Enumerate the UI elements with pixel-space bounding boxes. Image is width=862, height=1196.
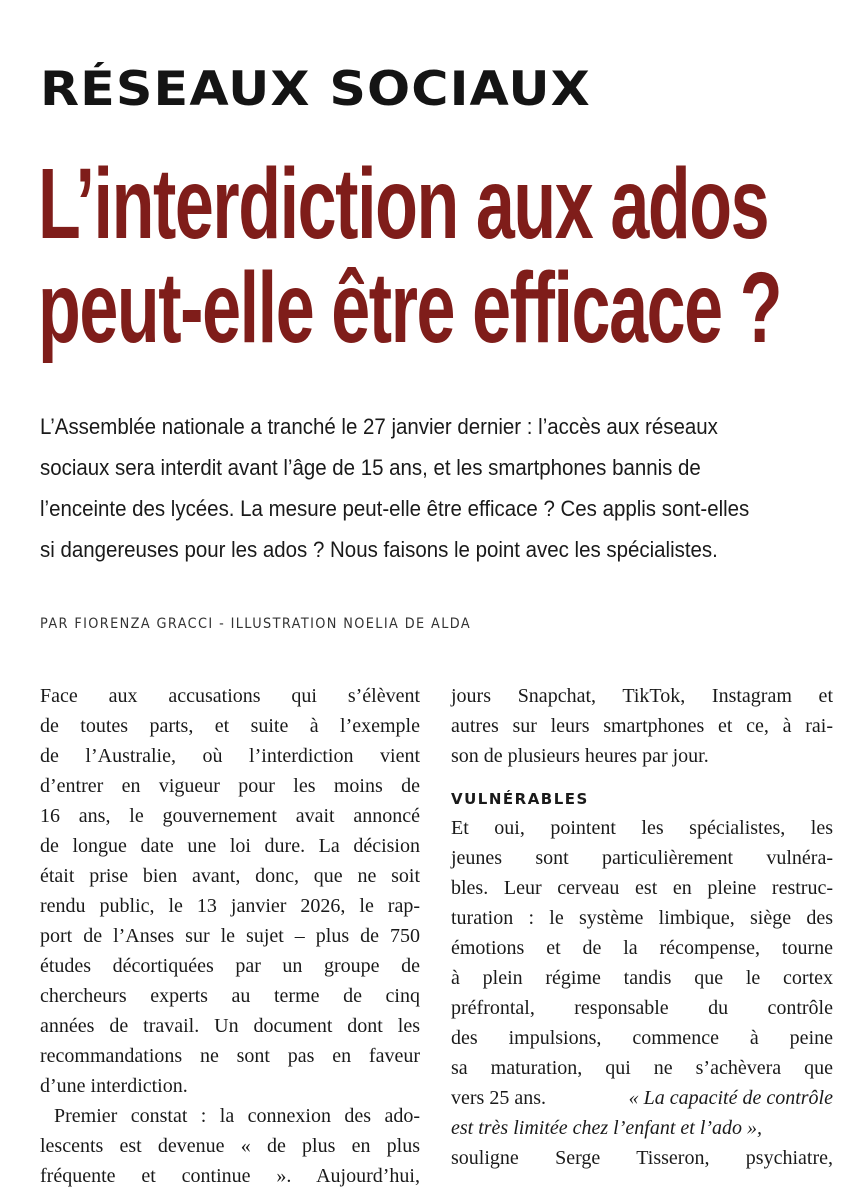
quote-text: est très limitée chez l’enfant et l’ado », [451,1117,763,1139]
body-column-right [451,681,833,1173]
body-line: de l’Australie, où l’interdiction vient [40,745,420,767]
body-line: de longue date une loi dure. La décision [40,835,420,857]
body-line: d’entrer en vigueur pour les moins de [40,775,420,797]
body-line: autres sur leurs smartphones et ce, à rai- [451,715,833,737]
body-line: des impulsions, commence à peine [451,1027,833,1049]
headline-line-2: peut-elle être efficace ? [38,252,782,364]
body-line-quote-start [451,1083,833,1113]
body-line: de toutes parts, et suite à l’exemple [40,715,420,737]
body-line: préfrontal, responsable du contrôle [451,997,833,1019]
standfirst-line: si dangereuses pour les ados ? Nous faisons le point avec les spécialistes. [40,537,718,562]
body-line: rendu public, le 13 janvier 2026, le rap- [40,895,420,917]
body-line: études décortiquées par un groupe de [40,955,420,977]
body-line: chercheurs experts au terme de cinq [40,985,420,1007]
body-line: sa maturation, qui ne s’achèvera que [451,1057,833,1079]
body-line: lescents est devenue « de plus en plus [40,1135,420,1157]
standfirst [40,406,860,570]
standfirst-line: sociaux sera interdit avant l’âge de 15 ans, et les smartphones bannis de [40,455,701,480]
standfirst-line: l’enceinte des lycées. La mesure peut-elle être efficace ? Ces applis sont-elles [40,496,750,521]
byline: PAR FIORENZA GRACCI - ILLUSTRATION NOELIA DE ALDA [40,616,472,632]
subhead-vulnerables: VULNÉRABLES [451,790,589,808]
body-line: turation : le système limbique, siège des [451,907,833,929]
body-line: Et oui, pointent les spécialistes, les [451,817,833,839]
body-line-quote-end [451,1113,833,1143]
headline [38,148,782,364]
body-line: port de l’Anses sur le sujet – plus de 750 [40,925,420,947]
body-line: jours Snapchat, TikTok, Instagram et [451,685,833,707]
body-line: 16 ans, le gouvernement avait annoncé [40,805,420,827]
standfirst-line: L’Assemblée nationale a tranché le 27 janvier dernier : l’accès aux réseaux [40,414,718,439]
body-line: souligne Serge Tisseron, psychiatre, [451,1147,833,1169]
body-text: vers 25 ans. [451,1087,546,1109]
body-line: à plein régime tandis que le cortex [451,967,833,989]
body-line: bles. Leur cerveau est en pleine restruc- [451,877,833,899]
body-line: émotions et de la récompense, tourne [451,937,833,959]
body-line: d’une interdiction. [40,1075,188,1097]
headline-line-1: L’interdiction aux ados [38,148,769,260]
body-line: Premier constat : la connexion des ado- [54,1105,420,1127]
quote-text: « La capacité de contrôle [628,1087,833,1109]
body-line: était prise bien avant, donc, que ne soit [40,865,420,887]
body-line: recommandations ne sont pas en faveur [40,1045,420,1067]
body-line: son de plusieurs heures par jour. [451,745,709,767]
section-rubric: RÉSEAUX SOCIAUX [40,62,591,117]
body-line: fréquente et continue ». Aujourd’hui, [40,1165,420,1187]
body-line: jeunes sont particulièrement vulnéra- [451,847,833,869]
body-line: années de travail. Un document dont les [40,1015,420,1037]
body-line: Face aux accusations qui s’élèvent [40,685,420,707]
body-column-left [40,681,420,1191]
